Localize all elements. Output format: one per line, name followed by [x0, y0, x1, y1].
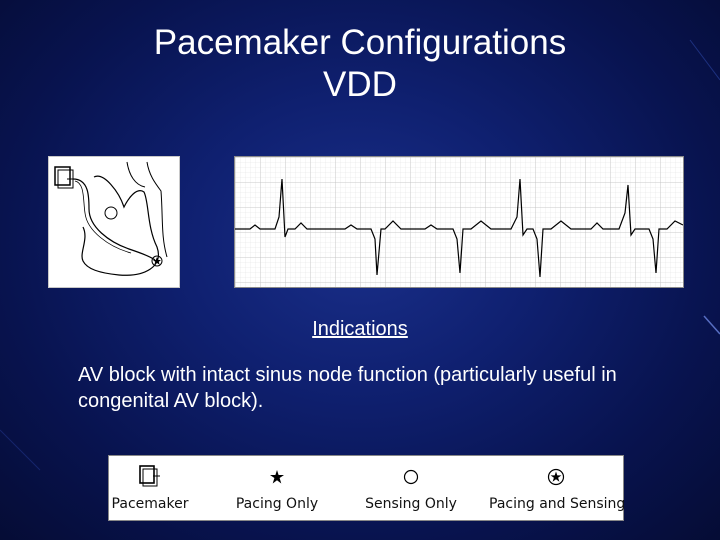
- heart-lead-diagram: [48, 156, 180, 288]
- legend-item-sensing-only: [355, 456, 467, 520]
- ecg-strip: [234, 156, 684, 288]
- legend-item-pacemaker: [109, 456, 191, 520]
- circled-star-icon: [547, 468, 565, 486]
- star-icon: [270, 470, 284, 484]
- indications-text: AV block with intact sinus node function (particularly useful in congenital AV block).: [78, 364, 617, 412]
- circle-icon: [403, 469, 419, 485]
- title-line-1: Pacemaker Configurations: [153, 23, 567, 62]
- heart-outline-icon: [49, 157, 179, 287]
- legend-label-pacing-only: Pacing Only: [235, 496, 319, 512]
- legend-box: [108, 455, 624, 521]
- legend-item-pacing-only: [221, 456, 333, 520]
- title-line-2: VDD: [323, 65, 397, 104]
- legend-label-pacemaker: Pacemaker: [111, 496, 189, 512]
- pacemaker-icon: [139, 464, 161, 488]
- legend-label-sensing-only: Sensing Only: [365, 496, 457, 512]
- legend-label-pacing-and-sensing: Pacing and Sensing: [489, 496, 626, 512]
- indications-heading: Indications: [312, 318, 408, 340]
- legend-item-pacing-and-sensing: [489, 456, 626, 520]
- slide-title: [0, 22, 720, 106]
- ecg-trace: [235, 157, 683, 287]
